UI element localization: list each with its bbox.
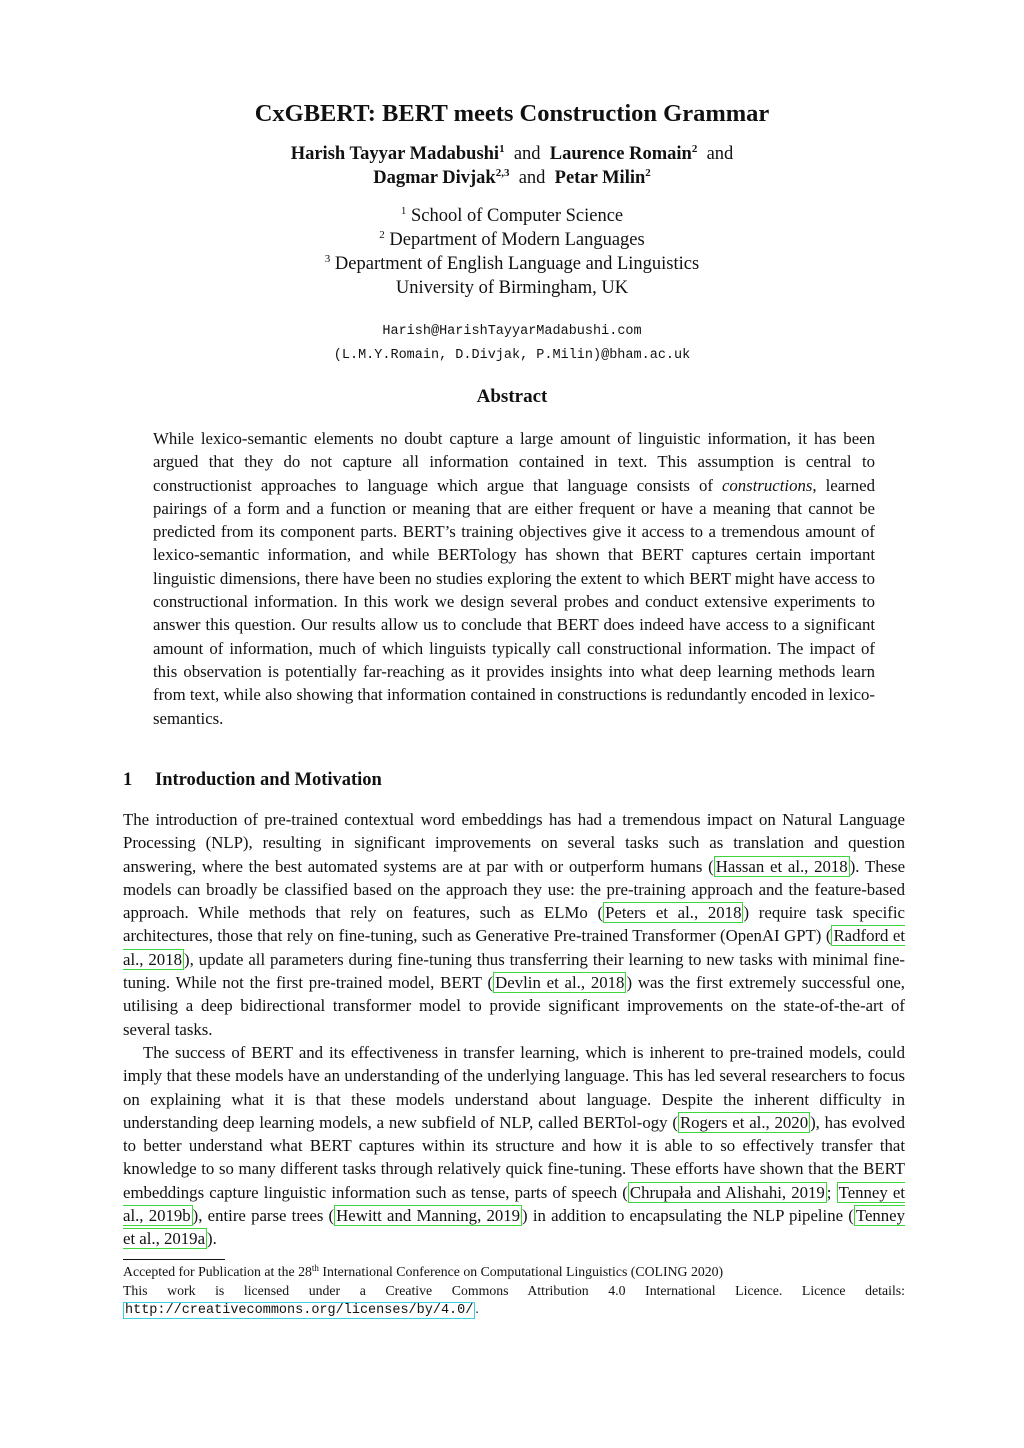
footnote-line bbox=[123, 1263, 905, 1282]
license-link[interactable]: http://creativecommons.org/licenses/by/4.0/ bbox=[125, 1303, 474, 1318]
university: University of Birmingham, UK bbox=[395, 278, 629, 298]
author-separator: and bbox=[706, 144, 734, 164]
affiliation-text: Department of English Language and Linguistics bbox=[334, 254, 700, 274]
section-heading bbox=[123, 770, 382, 791]
abstract-emphasis: constructions bbox=[721, 475, 813, 495]
abstract-text bbox=[153, 427, 875, 730]
text-run: ). These models can broadly be classified based on the approach they use: the pre-training approach and the feature-based approach. While methods that rely on features, such as ELMo ( bbox=[123, 856, 906, 923]
affiliation-text: School of Computer Science bbox=[410, 206, 624, 226]
footnote-line bbox=[123, 1282, 905, 1321]
author-name: Dagmar Divjak bbox=[373, 168, 496, 188]
author-name: Laurence Romain bbox=[549, 144, 692, 164]
affiliation-sup: 1 bbox=[400, 205, 407, 217]
affiliation-list bbox=[0, 204, 1024, 300]
text-run: ; bbox=[826, 1182, 837, 1202]
citation-link[interactable]: Chrupała and Alishahi, 2019 bbox=[629, 1182, 825, 1202]
citation-link[interactable]: Rogers et al., 2020 bbox=[679, 1112, 809, 1132]
affiliation-text: Department of Modern Languages bbox=[389, 230, 645, 250]
author-list bbox=[0, 142, 1024, 190]
citation-link[interactable]: Devlin et al., 2018 bbox=[495, 973, 625, 993]
affiliation-sup: 3 bbox=[324, 253, 331, 265]
text-run: The introduction of pre-trained contextual word embeddings has had a tremendous impact on Natural Language Processing (NLP), resulting in significant improvements on several tasks such as translation and question answering, where the best automated systems are at par with or outperform humans ( bbox=[123, 810, 905, 876]
text-run: ), entire parse trees ( bbox=[192, 1206, 335, 1226]
email: (L.M.Y.Romain, D.Divjak, P.Milin)@bham.ac.uk bbox=[333, 348, 691, 363]
author-affil-sup: 1 bbox=[499, 143, 505, 155]
author-separator: and bbox=[513, 144, 541, 164]
citation-link[interactable]: Hewitt and Manning, 2019 bbox=[336, 1206, 521, 1226]
affiliation bbox=[0, 228, 1024, 252]
citation-link[interactable]: Tenney et al., 2019a bbox=[123, 1206, 906, 1249]
paragraph bbox=[123, 1041, 905, 1251]
citation-link[interactable]: Peters et al., 2018 bbox=[605, 903, 742, 923]
author-line-2 bbox=[0, 166, 1024, 190]
text-run: ) was the first extremely successful one, utilising a deep bidirectional transformer model to provide significant improvements on the state-of-the-art of several tasks. bbox=[123, 973, 905, 1039]
abstract-part: , learned pairings of a form and a function or meaning that are either frequent or have a meaning that cannot be predicted from its component parts. BERT’s training objectives give it access to a tremendous amount of lexico-semantic information, and while BERTology has shown that BERT captures certain important linguistic dimensions, there have been no studies exploring the extent to which BERT might have access to constructional information. In this work we design several probes and conduct extensive experiments to answer this question. Our results allow us to conclude that BERT does indeed have access to a significant amount of information, much of which linguists typically call constructional information. The impact of this observation is potentially far-reaching as it provides insights into what deep learning methods learn from text, while also showing that information contained in constructions is redundantly encoded in lexico-semantics. bbox=[153, 475, 875, 728]
footnote-rule bbox=[123, 1259, 225, 1260]
author-name: Petar Milin bbox=[554, 168, 646, 188]
affiliation-sup: 2 bbox=[379, 229, 385, 241]
body-text bbox=[123, 808, 905, 1251]
section-number: 1 bbox=[123, 770, 133, 790]
affiliation bbox=[0, 252, 1024, 276]
text-run: ), update all parameters during fine-tuning thus transferring their learning to new tasks with minimal fine-tuning. While not the first pre-trained model, BERT ( bbox=[123, 949, 905, 993]
text-run: ) in addition to encapsulating the NLP pipeline ( bbox=[522, 1206, 854, 1226]
text-run: ). bbox=[207, 1229, 217, 1249]
text-run: ) require task specific architectures, those that rely on fine-tuning, such as Generative Pre-trained Transformer (OpenAI GPT) ( bbox=[123, 903, 905, 946]
author-name: Harish Tayyar Madabushi bbox=[290, 144, 500, 164]
citation-link[interactable]: Tenney et al., 2019b bbox=[123, 1182, 906, 1226]
section-title: Introduction and Motivation bbox=[155, 770, 382, 790]
author-affil-sup: 2 bbox=[691, 143, 698, 155]
citation-link[interactable]: Hassan et al., 2018 bbox=[715, 856, 848, 876]
affiliation bbox=[0, 204, 1024, 228]
text-run: . bbox=[475, 1301, 479, 1316]
author-affil-sup: 2 bbox=[645, 167, 651, 179]
paper-title: CxGBERT: BERT meets Construction Grammar bbox=[254, 100, 770, 127]
text-run: International Conference on Computational Linguistics (COLING 2020) bbox=[318, 1264, 724, 1279]
author-line-1 bbox=[0, 142, 1024, 166]
text-run: Accepted for Publication at the 28 bbox=[123, 1264, 312, 1279]
author-separator: and bbox=[518, 168, 546, 188]
footnote bbox=[123, 1263, 905, 1321]
email: Harish@HarishTayyarMadabushi.com bbox=[382, 324, 642, 339]
footnote-sup: th bbox=[311, 1263, 319, 1273]
abstract-heading: Abstract bbox=[476, 386, 548, 407]
author-affil-sup: 2,3 bbox=[495, 167, 510, 179]
citation-link[interactable]: Radford et al., 2018 bbox=[123, 926, 906, 969]
abstract-part: While lexico-semantic elements no doubt capture a large amount of linguistic information, it has been argued that they do not capture all information contained in text. This assumption is central to constructionist approaches to language which argue that language consists of bbox=[153, 429, 875, 495]
text-run: This work is licensed under a Creative Commons Attribution 4.0 International Licence. Licence details: bbox=[123, 1282, 905, 1298]
paragraph bbox=[123, 808, 905, 1041]
email-list bbox=[0, 320, 1024, 368]
text-run: The success of BERT and its effectiveness in transfer learning, which is inherent to pre-trained models, could imply that these models have an understanding of the underlying language. This has led several researchers to focus on explaining what it is that these models understand about language. Despite the inherent difficulty in understanding deep learning models, a new subfield of NLP, called BERTol-ogy ( bbox=[123, 1042, 905, 1132]
text-run: ), has evolved to better understand what BERT captures within its structure and how it is able to so effectively transfer that knowledge to so many different tasks through relatively quick fine-tuning. These efforts have shown that the BERT embeddings capture linguistic information such as tense, parts of speech ( bbox=[123, 1112, 905, 1202]
